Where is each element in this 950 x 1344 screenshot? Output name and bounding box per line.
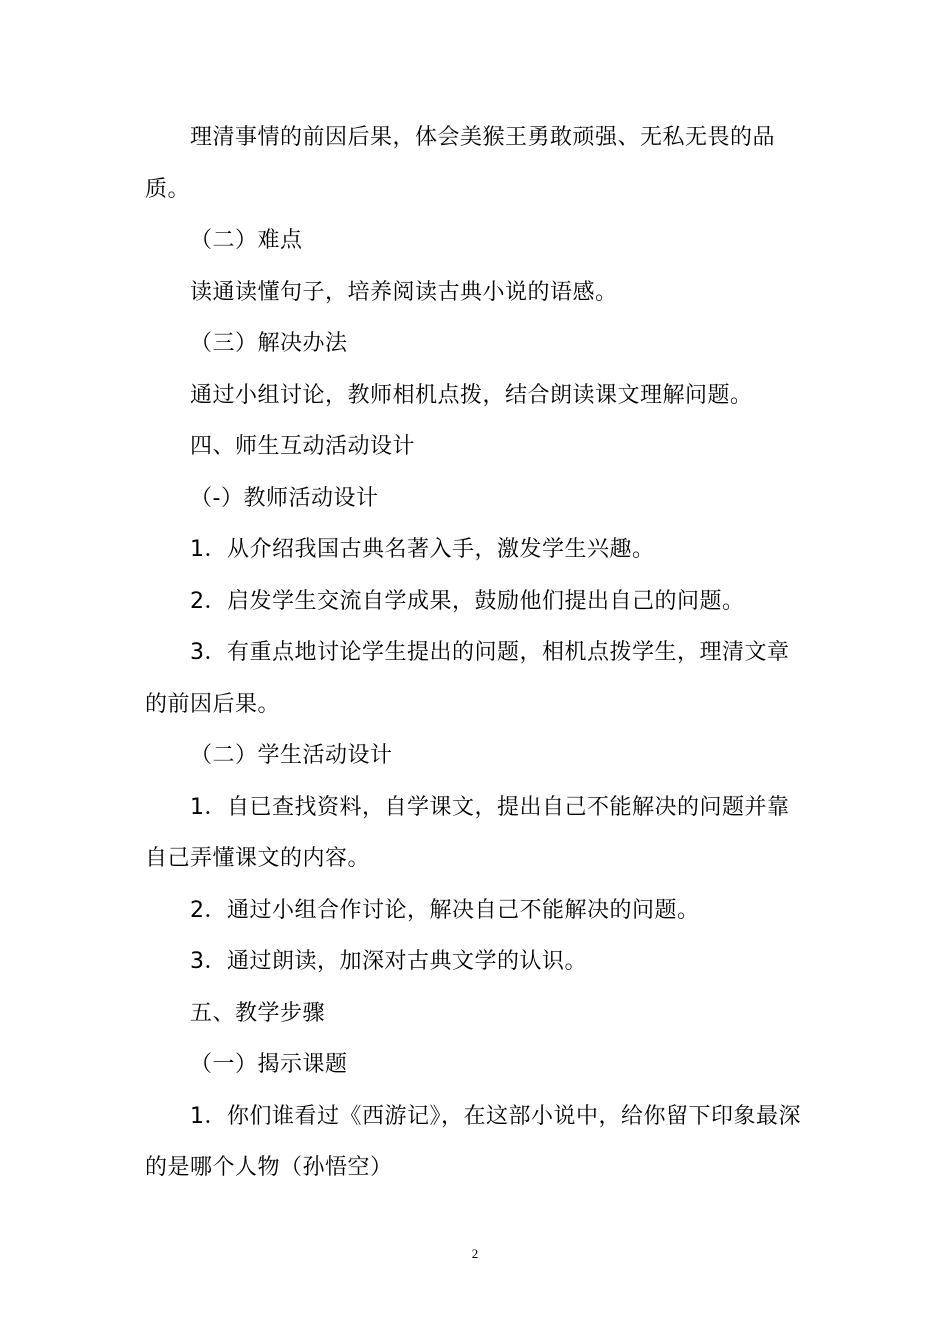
teacher-activity-item: 1．从介绍我国古典名著入手，激发学生兴趣。 — [190, 537, 655, 562]
paragraph-difficulty: 读通读懂句子，培养阅读古典小说的语感。 — [190, 279, 618, 305]
teaching-step-item: 1．你们谁看过《西游记》，在这部小说中，给你留下印象最深的是哪个人物（孙悟空） — [145, 1103, 801, 1180]
heading-solution: （三）解决办法 — [190, 331, 348, 356]
heading-teacher-activities: （-）教师活动设计 — [190, 485, 379, 511]
page-number: 2 — [471, 1246, 479, 1261]
student-activity-item: 1．自已查找资料，自学课文，提出自己不能解决的问题并靠自己弄懂课文的内容。 — [145, 794, 790, 871]
page-body — [145, 112, 805, 1194]
heading-interaction-design: 四、师生互动活动设计 — [190, 434, 416, 459]
paragraph-focus-summary: 理清事情的前因后果，体会美猴王勇敢顽强、无私无畏的品质。 — [145, 125, 776, 202]
student-activity-item: 3．通过朗读，加深对古典文学的认识。 — [190, 949, 587, 974]
teacher-activity-item: 2．启发学生交流自学成果，鼓励他们提出自己的问题。 — [190, 588, 745, 614]
heading-student-activities: （二）学生活动设计 — [190, 743, 393, 768]
heading-reveal-topic: （一）揭示课题 — [190, 1052, 348, 1077]
paragraph-solution: 通过小组讨论，教师相机点拨，结合朗读课文理解问题。 — [190, 382, 753, 408]
student-activity-item: 2．通过小组合作讨论，解决自己不能解决的问题。 — [190, 897, 700, 923]
heading-difficulty: （二）难点 — [190, 228, 303, 253]
teacher-activity-item: 3．有重点地讨论学生提出的问题，相机点拨学生，理清文章的前因后果。 — [145, 640, 790, 717]
heading-teaching-steps: 五、教学步骤 — [190, 1000, 326, 1026]
